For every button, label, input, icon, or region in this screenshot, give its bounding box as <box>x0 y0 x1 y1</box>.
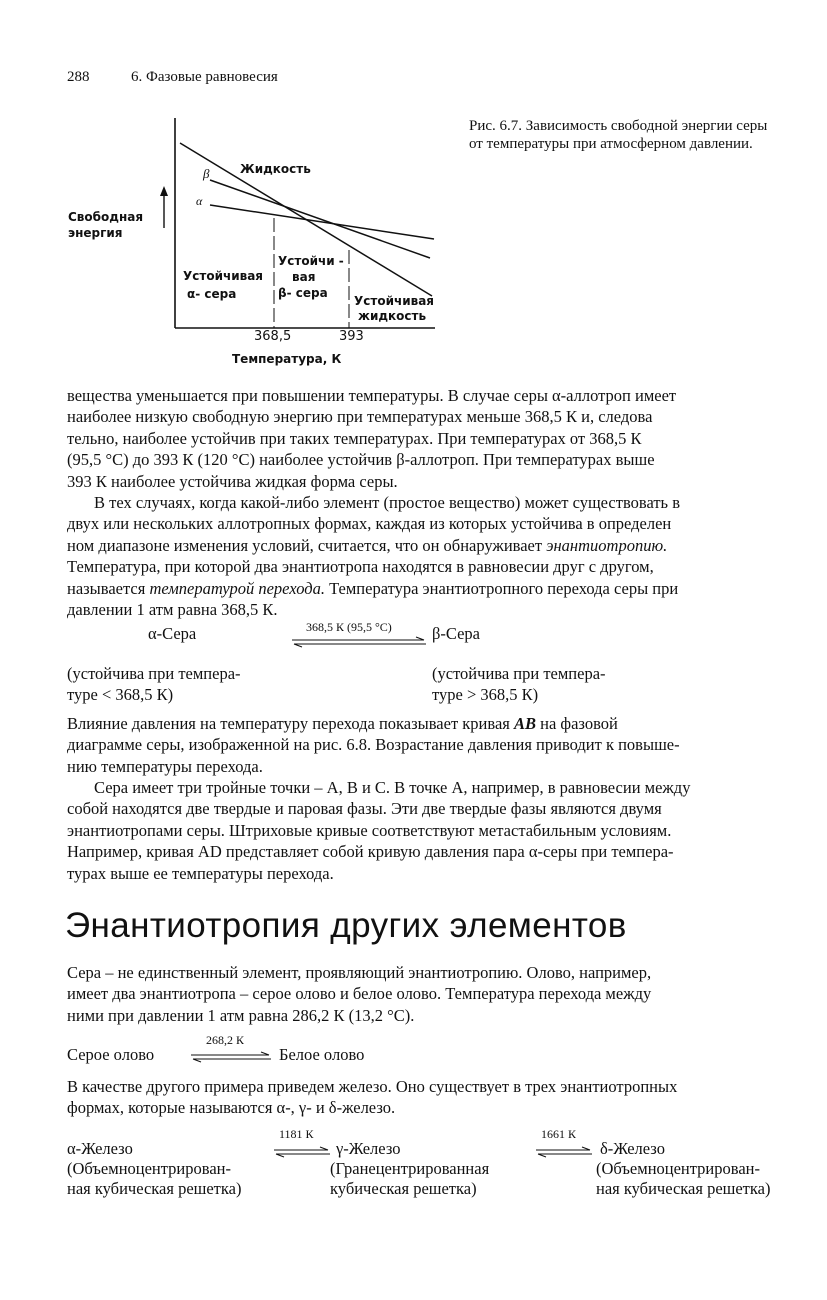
paragraph-3 <box>67 713 819 777</box>
text-line: Температура, при которой два энантиотропа находятся в равновесии друг с другом, <box>67 557 654 577</box>
y-axis-label <box>68 209 143 241</box>
equilibrium-arrow <box>290 636 430 648</box>
paragraph-1 <box>67 385 819 492</box>
caption-line2: от температуры при атмосферном давлении. <box>469 136 753 152</box>
stable-liquid-line1: Устойчивая <box>354 294 435 308</box>
delta-iron-label: δ-Железо <box>600 1139 665 1158</box>
note-line: (Гранецентрированная <box>330 1159 490 1178</box>
figure-caption <box>469 117 767 153</box>
note-line: ная кубическая решетка) <box>596 1179 771 1198</box>
text-line: турах выше ее температуры перехода. <box>67 863 334 883</box>
text-line: давлении 1 атм равна 368,5 К. <box>67 600 278 620</box>
text-line: В тех случаях, когда какой-либо элемент (простое вещество) может существовать в <box>94 493 680 512</box>
paragraph-4 <box>67 777 819 884</box>
note-line: туре < 368,5 К) <box>67 685 174 704</box>
text-line: Сера – не единственный элемент, проявляющий энантиотропию. Олово, например, <box>67 963 652 982</box>
stable-liquid-label <box>354 294 434 324</box>
paragraph-5 <box>67 962 819 1026</box>
x-axis-label: Температура, К <box>232 352 342 366</box>
iron-arrow2-label: 1661 К <box>541 1127 577 1141</box>
text-line: формах, которые называются α-, γ- и δ-железо. <box>67 1098 396 1118</box>
stable-alpha-label <box>183 267 263 303</box>
running-header: 6. Фазовые равновесия <box>131 69 278 85</box>
gamma-iron <box>330 1139 489 1199</box>
text-line: вещества уменьшается при повышении температуры. В случае серы α-аллотроп имеет <box>67 386 677 405</box>
beta-sulfur: β-Сера <box>432 624 480 643</box>
note-line: (Объемноцентрирован- <box>67 1159 231 1178</box>
stable-alpha-line2: α- сера <box>187 287 237 301</box>
term-enantiotropy: энантиотропию. <box>546 535 668 555</box>
section-title: Энантиотропия других элементов <box>65 906 627 945</box>
stable-beta-line3: β- сера <box>278 286 328 300</box>
note-line: (Объемноцентрирован- <box>596 1159 760 1178</box>
grey-tin: Серое олово <box>67 1045 155 1064</box>
text-line: Например, кривая AD представляет собой кривую давления пара α-серы при темпера- <box>67 842 674 862</box>
text-line: диаграмме серы, изображенной на рис. 6.8. Возрастание давления приводит к повыше- <box>67 735 680 755</box>
alpha-line <box>210 205 434 239</box>
y-label-line1: Свободная <box>68 210 144 224</box>
note-line: туре > 368,5 К) <box>432 685 539 704</box>
text-line: энантиотропами серы. Штриховые кривые соответствуют метастабильным условиям. <box>67 820 672 840</box>
note-line: (устойчива при темпера- <box>432 664 606 683</box>
text-line: собой находятся две твердые и паровая фазы. Эти две твердые фазы являются двумя <box>67 799 662 819</box>
alpha-sulfur: α-Сера <box>148 624 197 643</box>
stable-beta-line1: Устойчи - <box>278 254 344 268</box>
white-tin: Белое олово <box>279 1045 365 1064</box>
text-line: В качестве другого примера приведем железо. Оно существует в трех энантиотропных <box>67 1077 678 1096</box>
tick-393: 393 <box>339 329 364 344</box>
text-line <box>67 578 819 599</box>
text-line: 393 К наиболее устойчива жидкая форма серы. <box>67 471 398 491</box>
delta-iron <box>596 1139 770 1199</box>
note-line: кубическая решетка) <box>330 1179 477 1198</box>
equilibrium-arrow <box>272 1146 334 1158</box>
equilibrium-arrow <box>534 1146 596 1158</box>
text-line: (95,5 °С) до 393 К (120 °С) наиболее устойчив β-аллотроп. При температурах выше <box>67 450 655 470</box>
liquid-label: Жидкость <box>240 162 311 176</box>
curve-ab: АВ <box>513 714 536 733</box>
gamma-iron-label: γ-Железо <box>336 1139 401 1158</box>
equilibrium-arrow <box>189 1051 275 1063</box>
text-span: Температура энантиотропного перехода серы при <box>324 578 679 598</box>
text-span: Влияние давления на температуру перехода показывает кривая <box>67 714 514 733</box>
y-arrowhead <box>160 186 168 196</box>
text-line: имеет два энантиотропа – серое олово и белое олово. Температура перехода между <box>67 984 652 1004</box>
paragraph-2 <box>67 492 819 620</box>
text-span: на фазовой <box>536 714 618 733</box>
paragraph-6 <box>67 1076 819 1119</box>
beta-line <box>210 180 430 258</box>
tick-368-5: 368,5 <box>254 329 292 344</box>
alpha-sulfur-note <box>67 663 241 705</box>
beta-sulfur-note <box>432 663 606 705</box>
alpha-iron <box>67 1139 241 1199</box>
alpha-label: α <box>196 194 203 208</box>
text-span: ном диапазоне изменения условий, считается, что он обнаруживает <box>67 535 547 555</box>
text-line: нию температуры перехода. <box>67 756 263 776</box>
text-line <box>67 535 819 556</box>
beta-label: β <box>203 166 210 181</box>
text-line: тельно, наиболее устойчив при таких температурах. При температурах от 368,5 К <box>67 428 642 448</box>
text-line <box>67 713 819 734</box>
term-transition-temperature: температурой перехода. <box>149 578 325 598</box>
caption-line1: Рис. 6.7. Зависимость свободной энергии серы <box>469 118 768 134</box>
text-line: двух или нескольких аллотропных формах, каждая из которых устойчива в определен <box>67 514 672 534</box>
text-line: ними при давлении 1 атм равна 286,2 К (13,2 °С). <box>67 1005 415 1025</box>
stable-beta-line2: вая <box>292 270 316 284</box>
tin-arrow-label: 268,2 К <box>206 1033 245 1047</box>
text-span: называется <box>67 578 150 598</box>
stable-beta-label <box>278 253 344 301</box>
alpha-iron-label: α-Железо <box>67 1139 133 1158</box>
page-number: 288 <box>67 69 90 85</box>
stable-liquid-line2: жидкость <box>358 309 427 323</box>
iron-arrow1-label: 1181 К <box>279 1127 314 1141</box>
y-label-line2: энергия <box>68 226 123 240</box>
note-line: (устойчива при темпера- <box>67 664 241 683</box>
text-line: наиболее низкую свободную энергию при температурах меньше 368,5 К и, следова <box>67 407 653 427</box>
sulfur-arrow-label: 368,5 К (95,5 °С) <box>306 620 392 634</box>
text-line: Сера имеет три тройные точки – А, В и С. В точке А, например, в равновесии между <box>94 778 691 797</box>
stable-alpha-line1: Устойчивая <box>183 269 264 283</box>
note-line: ная кубическая решетка) <box>67 1179 242 1198</box>
